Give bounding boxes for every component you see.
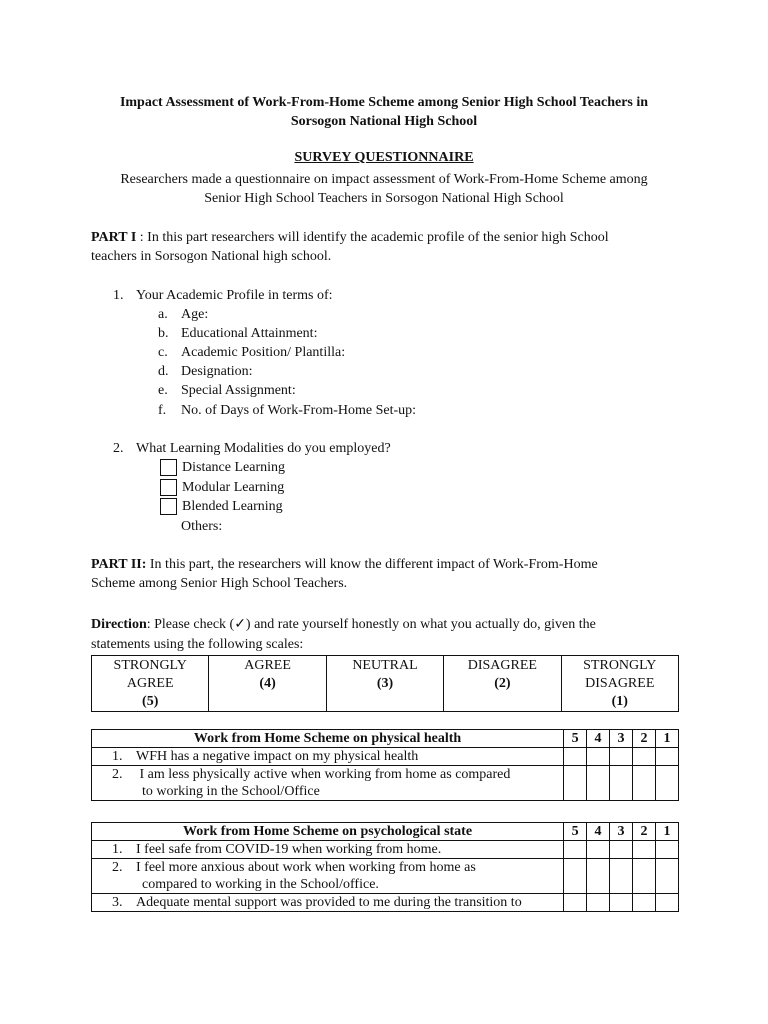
rating-scale-table (91, 655, 679, 712)
rating-cell[interactable] (610, 766, 633, 801)
rating-cell[interactable] (564, 859, 587, 894)
table-row: 1. I feel safe from COVID-19 when working from home. (92, 841, 679, 859)
part1-text-line1: : In this part researchers will identify the academic profile of the senior high School (136, 230, 609, 245)
table-row: 3. Adequate mental support was provided to me during the transition to (92, 894, 679, 912)
scale-strongly-agree: STRONGLY AGREE (5) (92, 656, 209, 712)
profile-item-letter-a: a. (158, 307, 168, 322)
rating-col-1: 1 (655, 730, 678, 748)
rating-cell[interactable] (655, 859, 678, 894)
rating-cell[interactable] (655, 894, 678, 912)
part2-label: PART II: (91, 557, 147, 572)
option-label: Distance Learning (182, 460, 286, 475)
rating-cell[interactable] (632, 859, 655, 894)
part1-line1 (91, 228, 609, 247)
table-header: Work from Home Scheme on physical health (92, 730, 564, 748)
part2-text-line1: In this part, the researchers will know the different impact of Work-From-Home (146, 557, 598, 572)
scale-strongly-disagree: STRONGLY DISAGREE (1) (561, 656, 678, 712)
rating-cell[interactable] (587, 841, 610, 859)
rating-cell[interactable] (655, 841, 678, 859)
rating-cell[interactable] (564, 766, 587, 801)
profile-item-letter-f: f. (158, 403, 167, 418)
profile-item-assignment: Special Assignment: (181, 383, 296, 398)
profile-item-education: Educational Attainment: (181, 326, 318, 341)
part1-label: PART I (91, 230, 137, 245)
part1-text-line2: teachers in Sorsogon National high school. (91, 249, 332, 264)
direction-text-line2: statements using the following scales: (91, 637, 304, 652)
scale-disagree: DISAGREE (2) (444, 656, 561, 712)
rating-cell[interactable] (610, 859, 633, 894)
profile-item-age: Age: (181, 307, 209, 322)
rating-cell[interactable] (655, 766, 678, 801)
rating-col-2: 2 (632, 730, 655, 748)
rating-cell[interactable] (632, 841, 655, 859)
option-others: Others: (181, 519, 223, 534)
table-header: Work from Home Scheme on psychological state (92, 823, 564, 841)
rating-cell[interactable] (610, 894, 633, 912)
psychological-state-table (91, 822, 679, 912)
profile-item-letter-e: e. (158, 383, 168, 398)
checkbox-icon[interactable] (160, 459, 177, 476)
rating-col-4: 4 (587, 730, 610, 748)
profile-item-letter-d: d. (158, 364, 169, 379)
rating-cell[interactable] (587, 894, 610, 912)
document-title-line1: Impact Assessment of Work-From-Home Scheme among Senior High School Teachers in (119, 95, 649, 110)
document-title-line2: Sorsogon National High School (290, 114, 478, 129)
rating-cell[interactable] (564, 841, 587, 859)
table-row: 2. I feel more anxious about work when working from home as compared to working in the School/office. (92, 859, 679, 894)
profile-item-letter-c: c. (158, 345, 168, 360)
rating-cell[interactable] (564, 748, 587, 766)
part2-text-line2: Scheme among Senior High School Teachers. (91, 576, 348, 591)
rating-col-3: 3 (610, 730, 633, 748)
direction-line1 (91, 615, 596, 634)
physical-health-table (91, 729, 679, 801)
rating-cell[interactable] (632, 894, 655, 912)
table-row: 2. I am less physically active when working from home as compared to working in the School/Office (92, 766, 679, 801)
rating-cell[interactable] (564, 894, 587, 912)
scale-agree: AGREE (4) (209, 656, 326, 712)
profile-item-wfh-days: No. of Days of Work-From-Home Set-up: (181, 403, 417, 418)
direction-label: Direction (91, 617, 147, 632)
rating-cell[interactable] (632, 766, 655, 801)
rating-col-2: 2 (632, 823, 655, 841)
option-label: Blended Learning (182, 499, 283, 514)
rating-cell[interactable] (610, 841, 633, 859)
rating-col-5: 5 (564, 730, 587, 748)
rating-cell[interactable] (587, 766, 610, 801)
question-2-number: 2. (113, 441, 124, 456)
question-1-text: Your Academic Profile in terms of: (136, 288, 333, 303)
profile-item-letter-b: b. (158, 326, 169, 341)
question-1-number: 1. (113, 288, 124, 303)
rating-col-5: 5 (564, 823, 587, 841)
option-blended-learning[interactable] (160, 497, 283, 516)
option-label: Modular Learning (182, 480, 285, 495)
rating-cell[interactable] (587, 859, 610, 894)
checkbox-icon[interactable] (160, 498, 177, 515)
rating-col-3: 3 (610, 823, 633, 841)
rating-cell[interactable] (610, 748, 633, 766)
intro-line1: Researchers made a questionnaire on impact assessment of Work-From-Home Scheme among (120, 172, 648, 187)
scale-neutral: NEUTRAL (3) (326, 656, 443, 712)
rating-col-1: 1 (655, 823, 678, 841)
option-distance-learning[interactable] (160, 458, 285, 477)
rating-cell[interactable] (632, 748, 655, 766)
rating-cell[interactable] (587, 748, 610, 766)
part2-line1 (91, 555, 598, 574)
rating-col-4: 4 (587, 823, 610, 841)
table-row: 1. WFH has a negative impact on my physical health (92, 748, 679, 766)
profile-item-position: Academic Position/ Plantilla: (181, 345, 346, 360)
profile-item-designation: Designation: (181, 364, 253, 379)
direction-text-line1: : Please check (✓) and rate yourself honestly on what you actually do, given the (146, 617, 596, 632)
checkbox-icon[interactable] (160, 479, 177, 496)
option-modular-learning[interactable] (160, 478, 284, 497)
survey-title: SURVEY QUESTIONNAIRE (294, 150, 474, 165)
question-2-text: What Learning Modalities do you employed? (136, 441, 391, 456)
rating-cell[interactable] (655, 748, 678, 766)
intro-line2: Senior High School Teachers in Sorsogon National High School (204, 191, 564, 206)
